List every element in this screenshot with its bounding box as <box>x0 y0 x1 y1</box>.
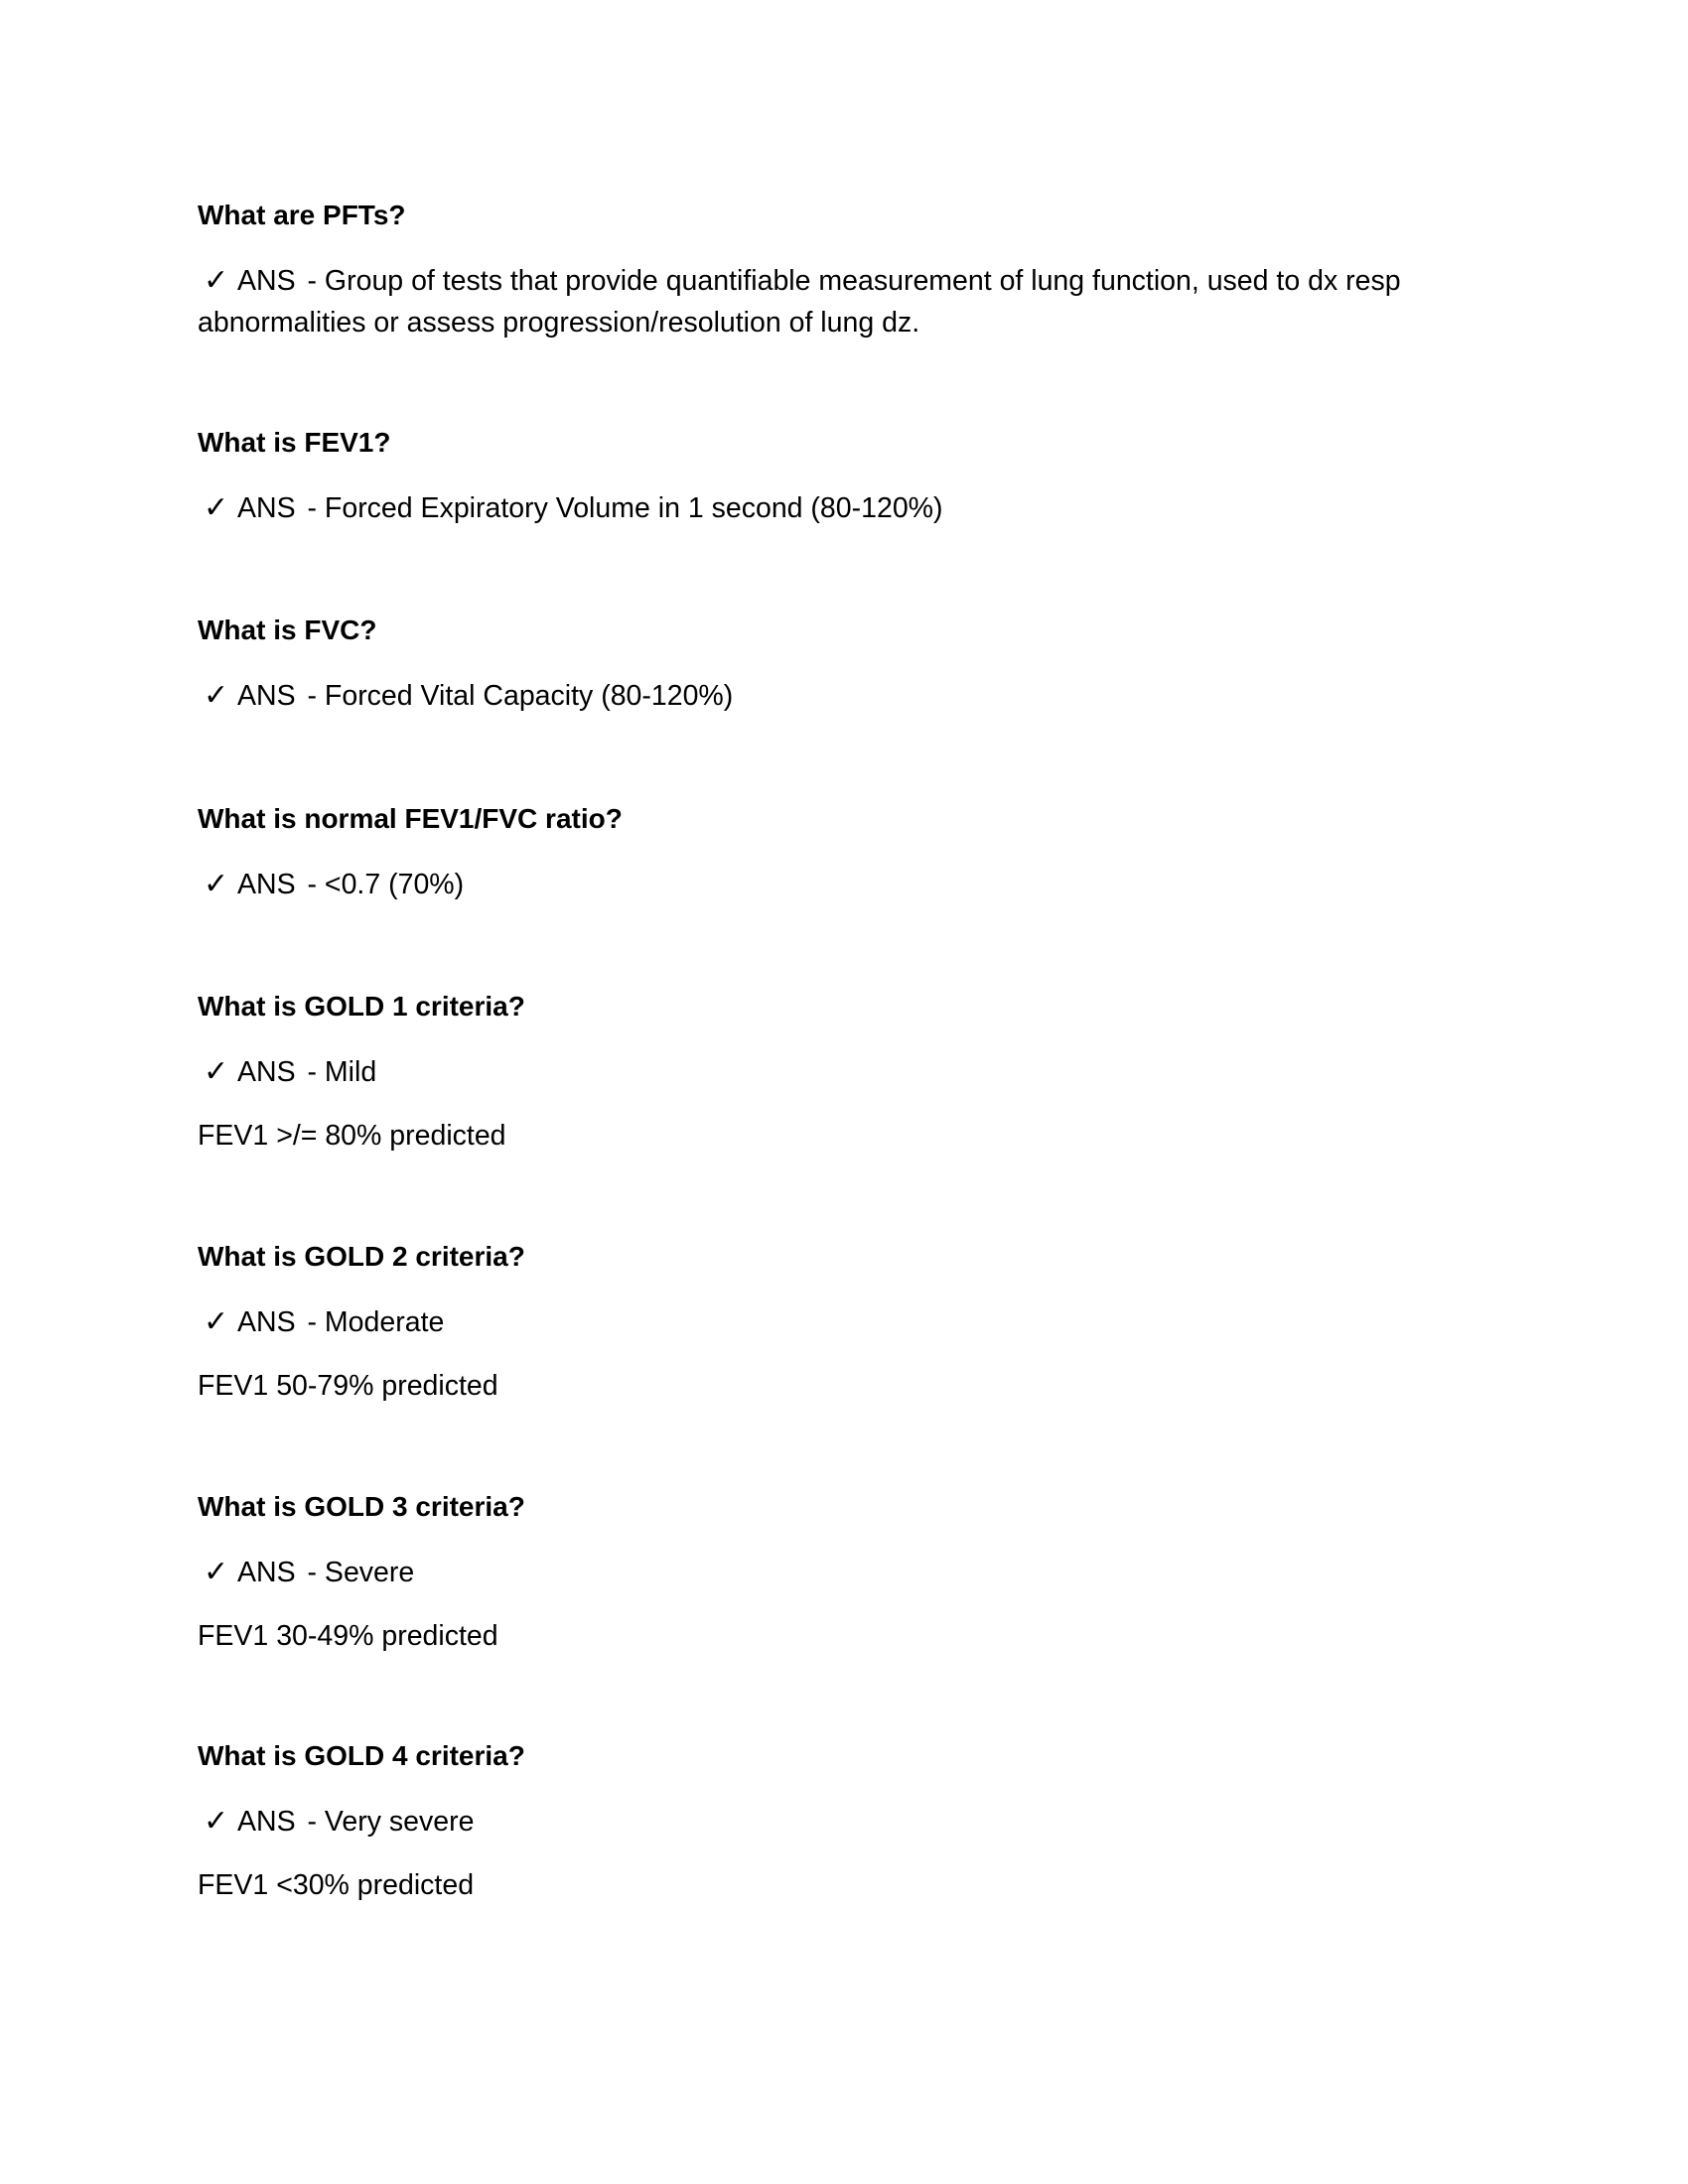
answer-detail: FEV1 50-79% predicted <box>198 1370 498 1402</box>
answer-detail: FEV1 30-49% predicted <box>198 1620 498 1652</box>
answer-text <box>198 1051 1449 1093</box>
answer-text <box>198 487 1449 529</box>
checkmark-icon: ✓ <box>204 1555 229 1589</box>
answer-body: - Very severe <box>299 1806 475 1838</box>
answer-label: ANS <box>237 680 296 712</box>
answer-body: - Severe <box>299 1557 415 1588</box>
answer-text <box>198 864 1449 905</box>
question-heading: What is GOLD 4 criteria? <box>198 1740 525 1771</box>
question-heading: What is FVC? <box>198 614 377 645</box>
answer-text <box>198 1552 1449 1593</box>
answer-body: - Mild <box>299 1056 377 1088</box>
answer-label: ANS <box>237 1056 296 1088</box>
qa-item-gold-4 <box>198 1737 1449 1906</box>
checkmark-icon: ✓ <box>204 867 229 901</box>
answer-label: ANS <box>237 869 296 900</box>
question-heading: What is GOLD 3 criteria? <box>198 1491 525 1522</box>
answer-label: ANS <box>237 1557 296 1588</box>
answer-label: ANS <box>237 265 296 297</box>
answer-body: - Forced Vital Capacity (80-120%) <box>299 680 734 712</box>
question-heading: What is normal FEV1/FVC ratio? <box>198 803 623 834</box>
answer-detail: FEV1 >/= 80% predicted <box>198 1120 506 1152</box>
checkmark-icon: ✓ <box>204 1804 229 1839</box>
checkmark-icon: ✓ <box>204 1304 229 1339</box>
qa-item-gold-1 <box>198 988 1449 1157</box>
qa-item-gold-2 <box>198 1238 1449 1407</box>
checkmark-icon: ✓ <box>204 678 229 713</box>
qa-item-pfts <box>198 197 1449 343</box>
answer-body: - Group of tests that provide quantifiable measurement of lung function, used to dx resp abnormalities or assess progression/resolution of lung dz. <box>198 265 1401 339</box>
answer-text <box>198 1801 1449 1843</box>
checkmark-icon: ✓ <box>204 1054 229 1089</box>
answer-text <box>198 260 1449 343</box>
checkmark-icon: ✓ <box>204 263 229 298</box>
answer-body: - Moderate <box>299 1306 445 1338</box>
question-heading: What is GOLD 1 criteria? <box>198 991 525 1022</box>
answer-text <box>198 675 1449 717</box>
checkmark-icon: ✓ <box>204 490 229 525</box>
answer-label: ANS <box>237 492 296 524</box>
question-heading: What is GOLD 2 criteria? <box>198 1241 525 1272</box>
qa-item-fvc <box>198 612 1449 717</box>
answer-body: - Forced Expiratory Volume in 1 second (80-120%) <box>299 492 943 524</box>
answer-label: ANS <box>237 1806 296 1838</box>
answer-detail: FEV1 <30% predicted <box>198 1869 475 1901</box>
qa-item-fev1 <box>198 424 1449 529</box>
answer-label: ANS <box>237 1306 296 1338</box>
answer-text <box>198 1301 1449 1343</box>
qa-item-ratio <box>198 800 1449 905</box>
qa-item-gold-3 <box>198 1488 1449 1657</box>
answer-body: - <0.7 (70%) <box>299 869 465 900</box>
question-heading: What are PFTs? <box>198 200 406 230</box>
question-heading: What is FEV1? <box>198 427 391 458</box>
